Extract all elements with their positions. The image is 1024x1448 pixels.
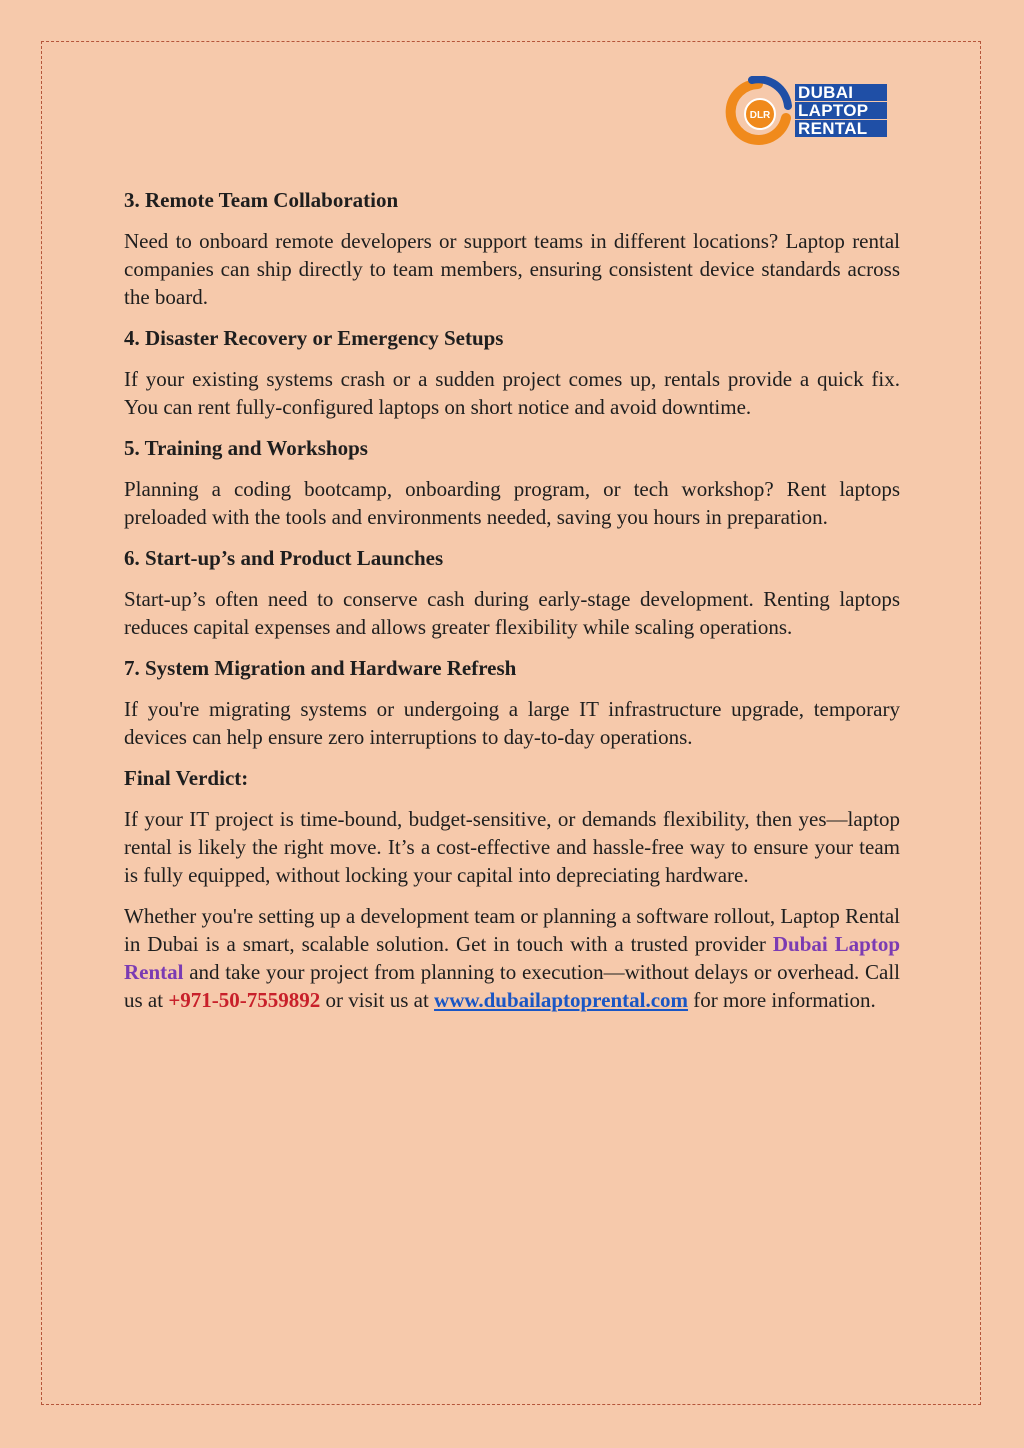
section-heading-startups: 6. Start-up’s and Product Launches xyxy=(124,546,444,570)
closing-text-4: for more information. xyxy=(688,988,876,1012)
section-heading-training: 5. Training and Workshops xyxy=(124,436,368,460)
logo-initials: DLR xyxy=(749,110,771,121)
logo-word-laptop: LAPTOP xyxy=(795,102,887,119)
website-link[interactable]: www.dubailaptoprental.com xyxy=(434,988,689,1012)
final-verdict-heading: Final Verdict: xyxy=(124,766,249,790)
logo-word-dubai: DUBAI xyxy=(795,84,887,101)
logo-word-rental: RENTAL xyxy=(795,120,887,137)
closing-text-2: and take your project from planning to execution—without delays or overhead. Call us at xyxy=(124,960,900,1012)
dlr-logo-icon xyxy=(722,76,794,146)
brand-link[interactable]: Dubai Laptop Rental xyxy=(124,932,900,984)
document-content xyxy=(124,186,900,1027)
phone-number[interactable]: +971-50-7559892 xyxy=(168,988,321,1012)
section-body-startups: Start-up’s often need to conserve cash during early-stage development. Renting laptops reduces capital expenses and allows greater flexibility while scaling operations. xyxy=(124,587,900,639)
closing-paragraph xyxy=(124,902,900,1014)
section-heading-system-migration: 7. System Migration and Hardware Refresh xyxy=(124,656,517,680)
final-verdict-body: If your IT project is time-bound, budget-sensitive, or demands flexibility, then yes—laptop rental is likely the right move. It’s a cost-effective and hassle-free way to ensure your team is fully equipped, without locking your capital into depreciating hardware. xyxy=(124,807,900,887)
section-body-disaster-recovery: If your existing systems crash or a sudden project comes up, rentals provide a quick fix. You can rent fully-configured laptops on short notice and avoid downtime. xyxy=(124,367,900,419)
section-body-system-migration: If you're migrating systems or undergoing a large IT infrastructure upgrade, temporary devices can help ensure zero interruptions to day-to-day operations. xyxy=(124,697,900,749)
section-heading-disaster-recovery: 4. Disaster Recovery or Emergency Setups xyxy=(124,326,504,350)
closing-text-1: Whether you're setting up a development team or planning a software rollout, Laptop Rental in Dubai is a smart, scalable solution. Get in touch with a trusted provider xyxy=(124,904,900,956)
section-heading-remote-team: 3. Remote Team Collaboration xyxy=(124,188,399,212)
section-body-remote-team: Need to onboard remote developers or support teams in different locations? Laptop rental companies can ship directly to team members, ensuring consistent device standards across the board. xyxy=(124,229,900,309)
logo-wordmark xyxy=(795,84,887,138)
section-body-training: Planning a coding bootcamp, onboarding program, or tech workshop? Rent laptops preloaded with the tools and environments needed, saving you hours in preparation. xyxy=(124,477,900,529)
company-logo xyxy=(722,76,892,146)
closing-text-3: or visit us at xyxy=(320,988,435,1012)
